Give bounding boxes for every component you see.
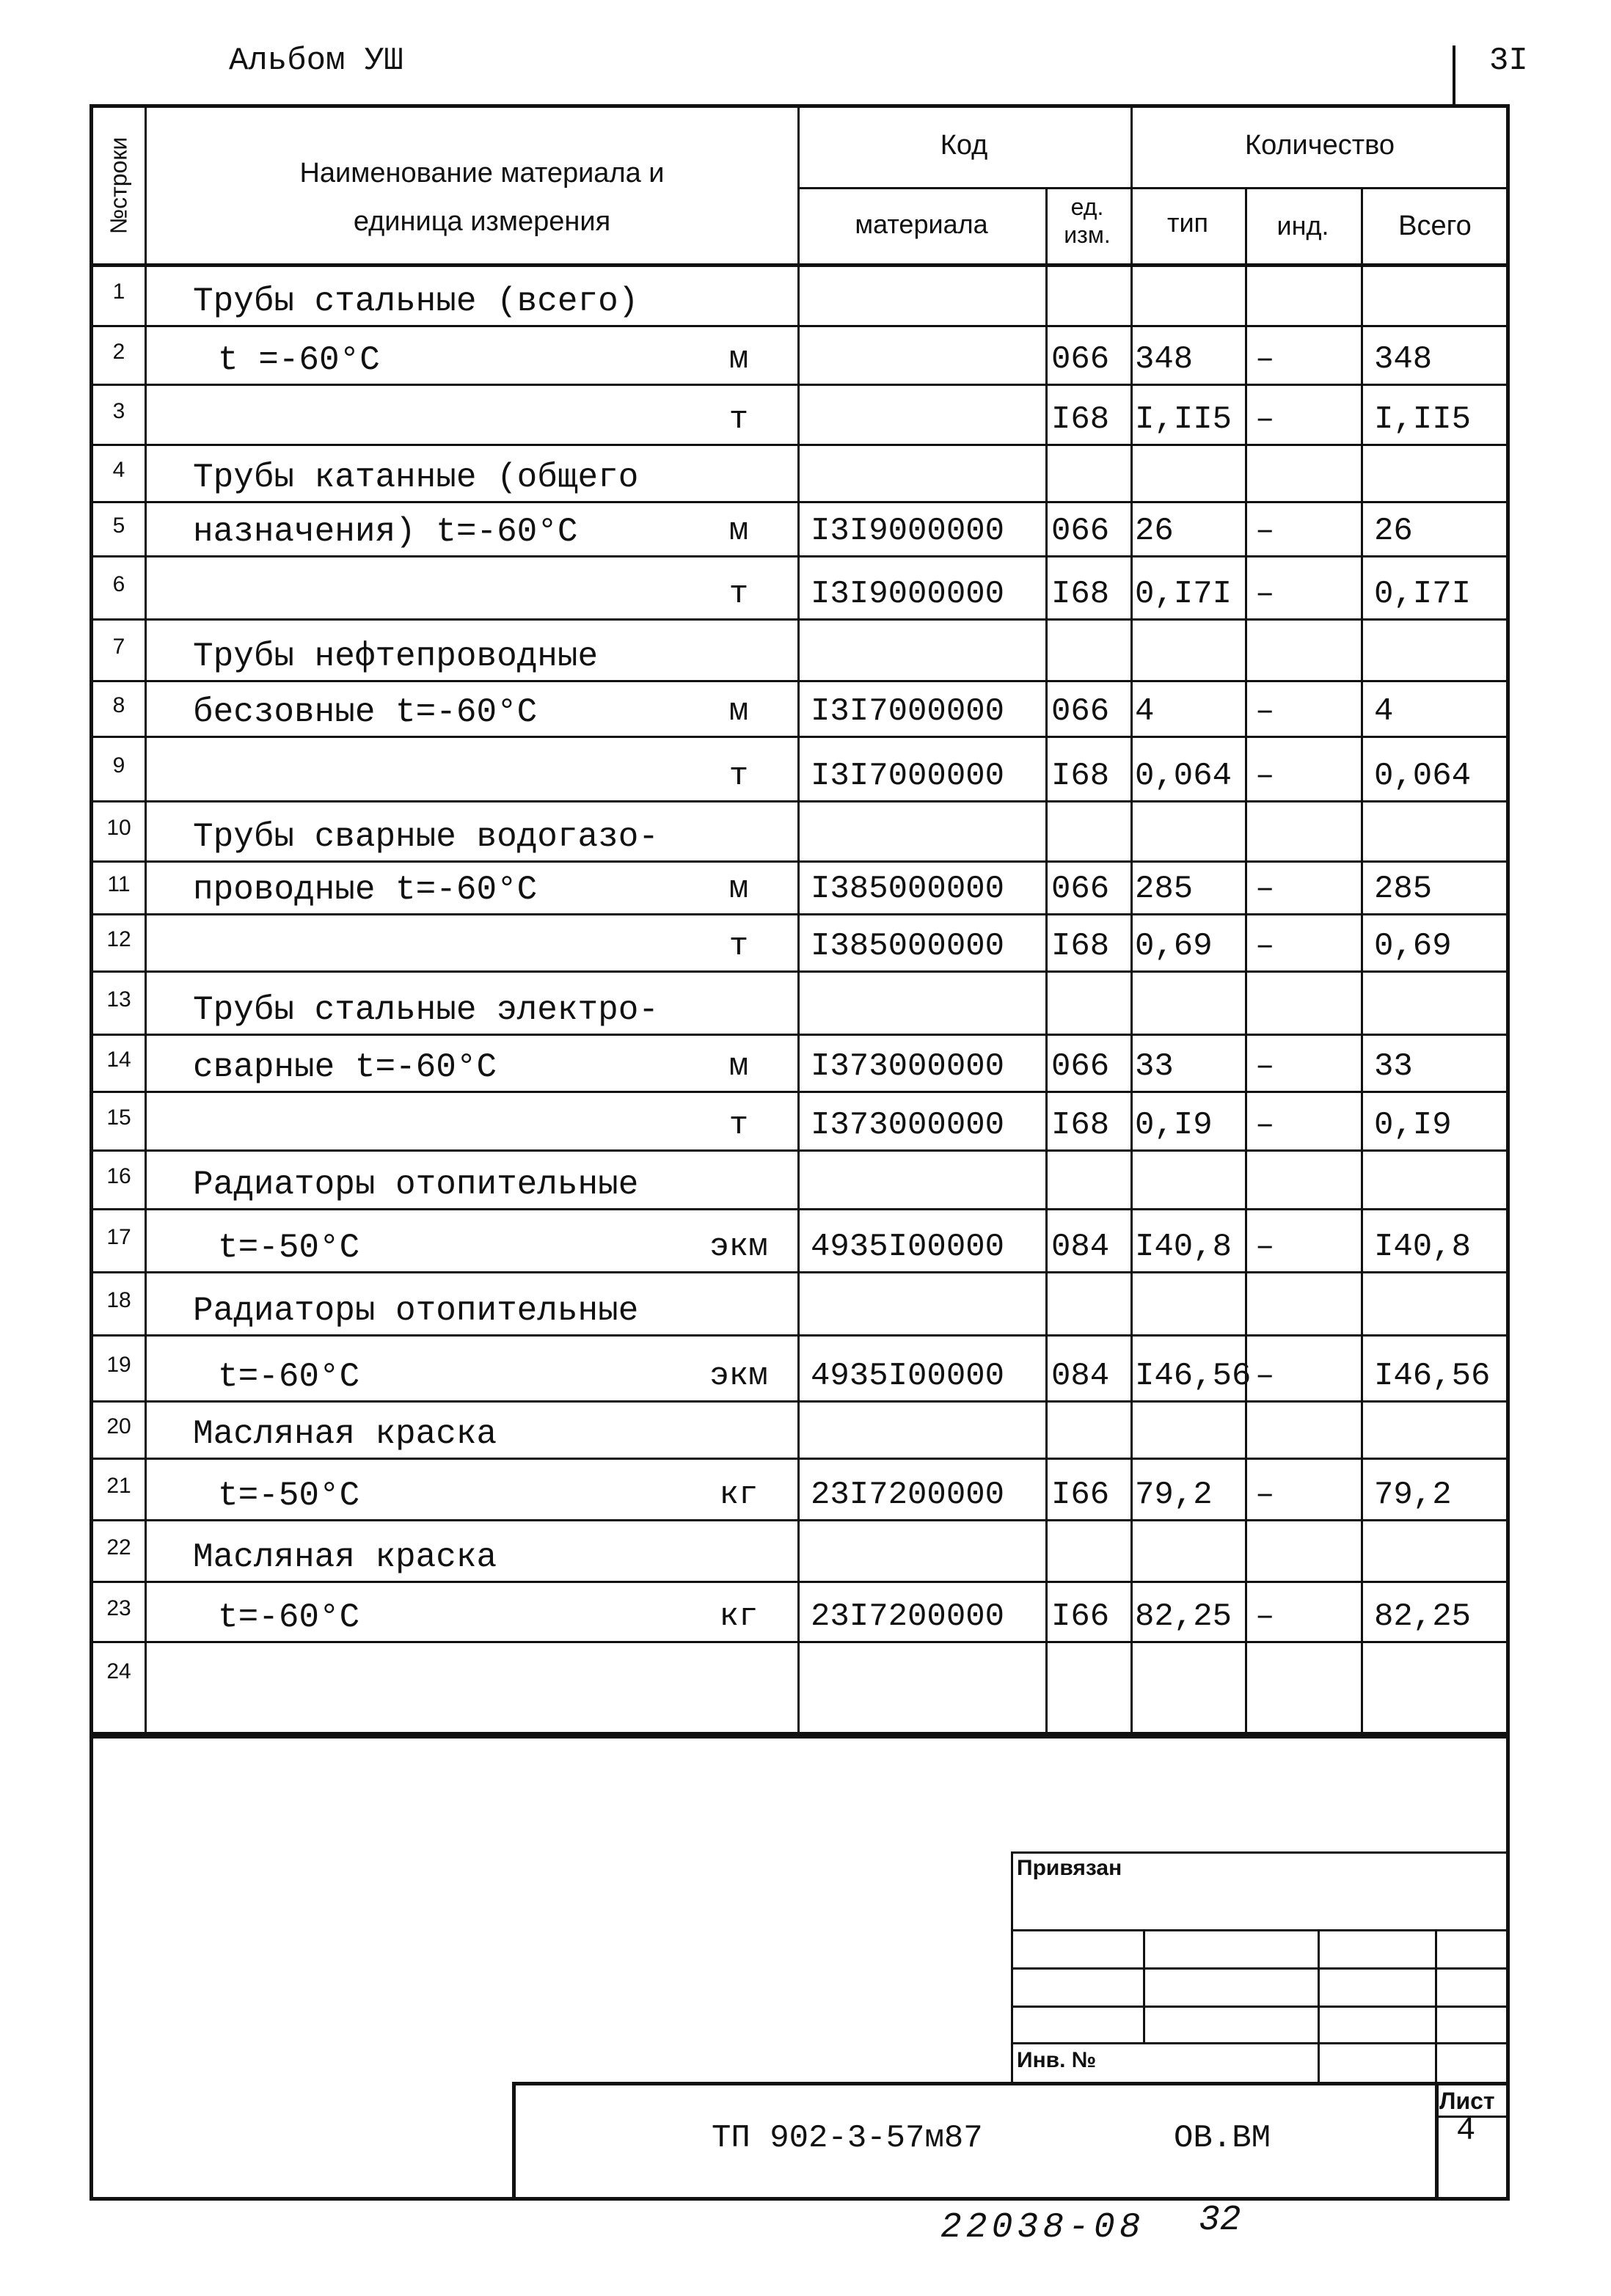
col-header-code: Код: [940, 130, 988, 161]
qty-type: 285: [1135, 871, 1194, 907]
row-separator: [93, 444, 1509, 446]
frame-right: [1506, 1731, 1510, 2201]
qty-type: 0,I7I: [1135, 576, 1232, 613]
qty-type: 0,064: [1135, 758, 1232, 794]
row-number: 24: [106, 1659, 131, 1683]
qty-total: 4: [1374, 693, 1394, 730]
col-divider: [1045, 187, 1048, 1733]
row-separator: [93, 1091, 1509, 1093]
unit-of-measure: т: [728, 1107, 749, 1144]
qty-total: 33: [1374, 1048, 1413, 1085]
qty-ind: –: [1255, 1048, 1275, 1085]
unit-code: 066: [1051, 871, 1110, 907]
stamp-attached-label: Привязан: [1017, 1856, 1122, 1880]
row-separator: [93, 1400, 1509, 1403]
material-code: 23I7200000: [811, 1477, 1005, 1513]
sheet-number: 4: [1456, 2113, 1476, 2149]
stamp-line: [1011, 2006, 1510, 2008]
stamp-line: [1011, 1851, 1510, 1854]
qty-type: 348: [1135, 341, 1194, 378]
qty-type: 26: [1135, 513, 1174, 549]
material-name: Трубы стальные электро-: [193, 991, 659, 1029]
qty-ind: –: [1255, 576, 1275, 613]
col-header-qty-total: Всего: [1398, 211, 1472, 241]
unit-of-measure: экм: [709, 1358, 768, 1394]
material-code: I3I9000000: [811, 576, 1005, 613]
unit-code: 084: [1051, 1229, 1110, 1265]
unit-of-measure: т: [728, 401, 749, 438]
row-separator: [93, 1149, 1509, 1152]
row-separator: [93, 618, 1509, 621]
material-name: Трубы катанные (общего: [193, 458, 639, 497]
material-code: I3I7000000: [811, 758, 1005, 794]
col-divider: [797, 108, 800, 1733]
unit-code: 084: [1051, 1358, 1110, 1394]
unit-code: I68: [1051, 758, 1110, 794]
row-number: 3: [112, 399, 125, 423]
material-name: Масляная краска: [193, 1415, 497, 1453]
stamp-line: [1011, 1929, 1510, 1931]
frame-bottom: [90, 2197, 1510, 2201]
unit-code: I68: [1051, 576, 1110, 613]
row-number: 5: [112, 513, 125, 538]
stamp-inv-label: Инв. №: [1017, 2048, 1097, 2072]
material-code: I3I7000000: [811, 693, 1005, 730]
stamp-line: [1011, 2042, 1510, 2044]
material-name: Трубы нефтепроводные: [193, 637, 599, 676]
qty-total: 0,I7I: [1374, 576, 1472, 613]
titleblock-left: [512, 2082, 516, 2199]
qty-total: I46,56: [1374, 1358, 1491, 1394]
row-separator: [93, 1208, 1509, 1210]
qty-total: 285: [1374, 871, 1433, 907]
material-name: Радиаторы отопительные: [193, 1292, 639, 1330]
material-name: t=-50°C: [218, 1477, 360, 1515]
qty-total: 26: [1374, 513, 1413, 549]
unit-of-measure: м: [728, 693, 749, 730]
col-divider: [145, 108, 147, 1733]
unit-of-measure: кг: [719, 1598, 759, 1635]
titleblock-top: [512, 2082, 1510, 2085]
qty-ind: –: [1255, 401, 1275, 438]
material-code: I373000000: [811, 1048, 1005, 1085]
material-name: t=-60°C: [218, 1598, 360, 1637]
row-number: 21: [106, 1474, 131, 1498]
qty-total: I40,8: [1374, 1229, 1472, 1265]
sheet-label: Лист: [1439, 2088, 1495, 2114]
row-number: 4: [112, 458, 125, 482]
qty-total: 0,I9: [1374, 1107, 1452, 1144]
qty-type: I46,56: [1135, 1358, 1252, 1394]
row-separator: [93, 860, 1509, 863]
row-number: 16: [106, 1164, 131, 1188]
row-number: 12: [106, 927, 131, 951]
qty-total: 0,69: [1374, 928, 1452, 965]
row-number: 7: [112, 635, 125, 659]
qty-total: 82,25: [1374, 1598, 1472, 1635]
row-separator: [93, 384, 1509, 386]
col-divider: [1245, 187, 1247, 1733]
unit-of-measure: экм: [709, 1229, 768, 1265]
unit-code: I68: [1051, 1107, 1110, 1144]
row-separator: [93, 1034, 1509, 1036]
row-separator: [93, 800, 1509, 802]
row-number: 11: [107, 872, 131, 896]
doc-code: ТП 902-3-57м87: [712, 2120, 983, 2157]
material-name: сварные t=-60°C: [193, 1048, 497, 1086]
qty-ind: –: [1255, 341, 1275, 378]
material-code: I3I9000000: [811, 513, 1005, 549]
qty-type: 0,69: [1135, 928, 1213, 965]
row-separator: [93, 1334, 1509, 1337]
unit-code: 066: [1051, 1048, 1110, 1085]
unit-code: I66: [1051, 1477, 1110, 1513]
col-header-code-unit: ед. изм.: [1064, 194, 1111, 248]
qty-ind: –: [1255, 1598, 1275, 1635]
row-number: 15: [106, 1105, 131, 1130]
material-name: t=-60°C: [218, 1358, 360, 1396]
row-number: 14: [106, 1048, 131, 1072]
qty-type: 0,I9: [1135, 1107, 1213, 1144]
row-number: 19: [106, 1353, 131, 1377]
unit-of-measure: т: [728, 576, 749, 613]
row-separator: [93, 325, 1509, 327]
stamp-vline: [1435, 1929, 1437, 2083]
page-number: 3I: [1489, 43, 1528, 79]
col-divider: [1130, 108, 1133, 1733]
material-name: Радиаторы отопительные: [193, 1166, 639, 1204]
row-number: 2: [112, 340, 125, 364]
row-number: 10: [106, 816, 131, 840]
row-separator: [93, 680, 1509, 682]
qty-ind: –: [1255, 871, 1275, 907]
material-code: I385000000: [811, 871, 1005, 907]
footer-page: 32: [1199, 2201, 1241, 2240]
material-code: 4935I00000: [811, 1229, 1005, 1265]
header-divider: [1453, 45, 1455, 107]
unit-of-measure: м: [728, 1048, 749, 1085]
unit-of-measure: т: [728, 928, 749, 965]
unit-code: 066: [1051, 693, 1110, 730]
col-header-code-material: материала: [855, 209, 988, 239]
qty-total: 0,064: [1374, 758, 1472, 794]
row-number: 20: [106, 1414, 131, 1438]
unit-code: I66: [1051, 1598, 1110, 1635]
qty-total: 348: [1374, 341, 1433, 378]
header-subline: [797, 187, 1509, 189]
row-number: 17: [106, 1225, 131, 1249]
qty-ind: –: [1255, 758, 1275, 794]
col-header-row-no: №строки: [105, 136, 132, 235]
row-number: 18: [106, 1288, 131, 1312]
material-name: бесзовные t=-60°C: [193, 693, 538, 731]
material-name: проводные t=-60°C: [193, 871, 538, 909]
titleblock-sheet-line: [1435, 2116, 1508, 2118]
unit-of-measure: м: [728, 341, 749, 378]
titleblock-sheet-divider: [1435, 2082, 1439, 2199]
row-number: 8: [112, 693, 125, 717]
qty-ind: –: [1255, 1229, 1275, 1265]
material-name: Масляная краска: [193, 1538, 497, 1576]
qty-type: 82,25: [1135, 1598, 1232, 1635]
row-separator: [93, 555, 1509, 557]
material-name: назначения) t=-60°C: [193, 513, 578, 551]
row-separator: [93, 501, 1509, 503]
qty-total: 79,2: [1374, 1477, 1452, 1513]
qty-ind: –: [1255, 1358, 1275, 1394]
row-number: 22: [106, 1535, 131, 1560]
material-name: Трубы стальные (всего): [193, 282, 639, 321]
album-title: Альбом УШ: [229, 43, 403, 79]
row-number: 1: [112, 279, 125, 304]
qty-ind: –: [1255, 1107, 1275, 1144]
row-number: 13: [106, 987, 131, 1012]
col-header-qty-ind: инд.: [1276, 211, 1329, 241]
table-bottom-line: [93, 1735, 1509, 1739]
stamp-line: [1011, 1967, 1510, 1970]
material-code: I385000000: [811, 928, 1005, 965]
row-separator: [93, 1458, 1509, 1460]
stamp-vline: [1143, 1929, 1145, 2042]
material-code: I373000000: [811, 1107, 1005, 1144]
qty-ind: –: [1255, 1477, 1275, 1513]
col-header-name: Наименование материала и единица измерения: [299, 158, 665, 237]
qty-type: 4: [1135, 693, 1155, 730]
unit-of-measure: т: [728, 758, 749, 794]
doc-section: ОВ.ВМ: [1174, 2120, 1271, 2157]
unit-code: 066: [1051, 513, 1110, 549]
material-code: 23I7200000: [811, 1598, 1005, 1635]
qty-type: I40,8: [1135, 1229, 1232, 1265]
unit-code: 066: [1051, 341, 1110, 378]
qty-type: 33: [1135, 1048, 1174, 1085]
row-separator: [93, 970, 1509, 973]
row-separator: [93, 913, 1509, 915]
qty-type: 79,2: [1135, 1477, 1213, 1513]
material-name: t=-50°C: [218, 1229, 360, 1267]
unit-code: I68: [1051, 928, 1110, 965]
unit-of-measure: кг: [719, 1477, 759, 1513]
unit-code: I68: [1051, 401, 1110, 438]
stamp-vline: [1011, 1851, 1013, 2083]
col-divider: [1361, 187, 1363, 1733]
stamp-vline: [1318, 1929, 1320, 2083]
qty-type: I,II5: [1135, 401, 1232, 438]
qty-ind: –: [1255, 513, 1275, 549]
frame-left: [90, 1731, 93, 2201]
material-name: t =-60°C: [218, 341, 380, 379]
col-header-qty: Количество: [1244, 130, 1395, 161]
qty-total: I,II5: [1374, 401, 1472, 438]
row-number: 9: [112, 753, 125, 778]
row-separator: [93, 1581, 1509, 1583]
unit-of-measure: м: [728, 871, 749, 907]
materials-table: [90, 104, 1510, 1736]
footer-serial: 22038-08: [940, 2208, 1145, 2248]
col-header-qty-type: тип: [1166, 208, 1209, 238]
material-code: 4935I00000: [811, 1358, 1005, 1394]
row-separator: [93, 1271, 1509, 1273]
qty-ind: –: [1255, 928, 1275, 965]
row-separator: [93, 736, 1509, 738]
row-separator: [93, 1519, 1509, 1521]
header-bottom-line: [93, 263, 1509, 267]
row-number: 6: [112, 572, 125, 596]
row-separator: [93, 1641, 1509, 1643]
material-name: Трубы сварные водогазо-: [193, 818, 659, 856]
row-number: 23: [106, 1596, 131, 1620]
unit-of-measure: м: [728, 513, 749, 549]
qty-ind: –: [1255, 693, 1275, 730]
